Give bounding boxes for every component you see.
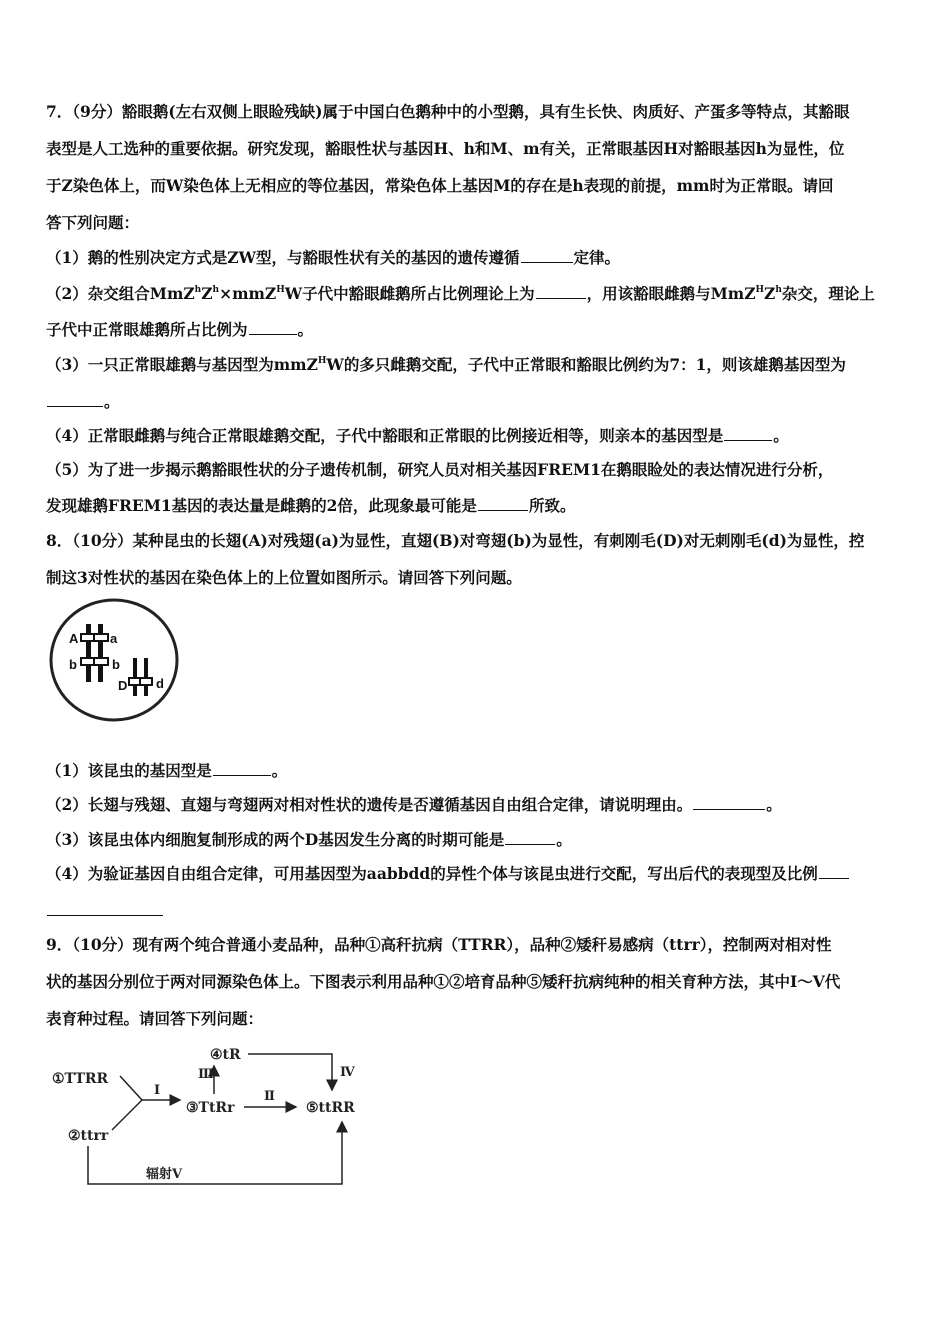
- q8-sub-2-end: 。: [766, 795, 782, 814]
- q7-sub-5-line-1: （5）为了进一步揭示鹅豁眼性状的分子遗传机制，研究人员对相关基因FREM1在鹅眼睑处的表达情况进行分析，: [46, 460, 834, 479]
- superscript: h: [775, 285, 782, 295]
- answer-blank[interactable]: [819, 860, 849, 879]
- superscript: H: [276, 285, 285, 295]
- label-I: Ⅰ: [154, 1083, 161, 1098]
- arrow-V: [88, 1122, 342, 1184]
- q7-sub-2-text-b: Z: [201, 284, 213, 303]
- q7-sub-5-end: 所致。: [528, 496, 576, 515]
- q7-sub-1-text: （1）鹅的性别决定方式是ZW型，与豁眼性状有关的基因的遗传遵循: [46, 248, 520, 267]
- connector-line: [112, 1100, 142, 1130]
- gene-band: [81, 634, 95, 641]
- answer-blank[interactable]: [505, 826, 555, 845]
- q7-sub-3-text-a: （3）一只正常眼雄鹅与基因型为mmZ: [46, 355, 318, 374]
- q7-sub-2-text-c: ×mmZ: [219, 284, 277, 303]
- chromosome: [86, 624, 91, 682]
- node-1: ①TTRR: [52, 1071, 109, 1087]
- q7-sub-4: [46, 418, 908, 454]
- answer-blank[interactable]: [213, 757, 271, 776]
- chromosome: [98, 624, 103, 682]
- q7-sub-3-text-b: W的多只雌鹅交配，子代中正常眼和豁眼比例约为7：1，则该雄鹅基因型为: [326, 355, 846, 374]
- q9-intro-line-3: 表育种过程。请回答下列问题：: [46, 1009, 264, 1028]
- q8-sub-3: [46, 822, 908, 858]
- node-2: ②ttrr: [68, 1128, 109, 1144]
- q8-sub-2-text: （2）长翅与残翅、直翅与弯翅两对相对性状的遗传是否遵循基因自由组合定律，请说明理由。: [46, 795, 693, 814]
- answer-blank[interactable]: [47, 897, 163, 916]
- label-II: Ⅱ: [264, 1089, 275, 1104]
- q7-sub-2-end: 。: [297, 320, 314, 339]
- q8-sub-3-text: （3）该昆虫体内细胞复制形成的两个D基因发生分离的时期可能是: [46, 830, 505, 849]
- q8-sub-3-end: 。: [556, 830, 572, 849]
- node-5: ⑤ttRR: [306, 1100, 355, 1116]
- node-4: ④tR: [210, 1047, 241, 1063]
- q8-intro-line-2: 制这3对性状的基因在染色体上的上位置如图所示。请回答下列问题。: [46, 568, 522, 587]
- answer-blank[interactable]: [536, 280, 586, 299]
- answer-blank[interactable]: [724, 422, 772, 441]
- q7-sub-2-text-f: Z: [764, 284, 776, 303]
- gene-label: A: [69, 631, 79, 646]
- q7-intro-line-3: 于Z染色体上，而W染色体上无相应的等位基因，常染色体上基因M的存在是h表现的前提，mm时为正常眼。请回: [46, 176, 834, 195]
- gene-band: [140, 678, 152, 685]
- q7-sub-5-text: 发现雄鹅FREM1基因的表达量是雌鹅的2倍，此现象最可能是: [46, 496, 477, 515]
- q7-sub-2-text-e: ，用该豁眼雌鹅与MmZ: [586, 284, 756, 303]
- q7-sub-3-line-1: [46, 347, 908, 383]
- q7-sub-2-text-g: 杂交，理论上: [781, 284, 875, 303]
- q7-sub-2-line-1: [46, 276, 908, 312]
- q7-sub-4-end: 。: [773, 426, 789, 445]
- superscript: h: [194, 285, 202, 295]
- label-V: 辐射Ⅴ: [146, 1167, 183, 1182]
- answer-blank[interactable]: [521, 244, 573, 263]
- q7-sub-5-line-2: [46, 488, 908, 524]
- q7-intro-line-2: 表型是人工选种的重要依据。研究发现，豁眼性状与基因H、h和M、m有关，正常眼基因H对豁眼基因h为显性，位: [46, 139, 845, 158]
- gene-label: d: [156, 676, 164, 691]
- q8-sub-4-text: （4）为验证基因自由组合定律，可用基因型为aabbdd的异性个体与该昆虫进行交配，写出后代的表现型及比例: [46, 864, 818, 883]
- gene-label: b: [112, 657, 120, 672]
- chromosome-figure: [48, 598, 183, 723]
- arrow-IV: [248, 1054, 332, 1090]
- q7-sub-2-line-2: [46, 312, 908, 348]
- gene-band: [94, 634, 108, 641]
- q8-sub-2: [46, 787, 908, 823]
- q8-sub-1-end: 。: [271, 761, 288, 780]
- q8-sub-1: [46, 753, 908, 789]
- breeding-diagram: [48, 1040, 378, 1200]
- q7-intro-line-1: 7．（9分）豁眼鹅(左右双侧上眼睑残缺)属于中国白色鹅种中的小型鹅，具有生长快、肉质好、产蛋多等特点，其豁眼: [46, 102, 850, 121]
- q7-sub-1-tail: 定律。: [573, 248, 621, 267]
- connector-line: [120, 1076, 142, 1100]
- q9-intro-line-1: 9．（10分）现有两个纯合普通小麦品种，品种①高秆抗病（TTRR），品种②矮秆易感病（ttrr），控制两对相对性: [46, 935, 832, 954]
- q7-sub-2-line-2-text: 子代中正常眼雄鹅所占比例为: [46, 320, 248, 339]
- node-3: ③TtRr: [186, 1100, 235, 1116]
- gene-label: a: [110, 631, 118, 646]
- gene-label: b: [69, 657, 77, 672]
- label-III: Ⅲ: [198, 1067, 214, 1082]
- q7-sub-3-line-2: [46, 384, 908, 420]
- q7-sub-2-text-d: W子代中豁眼雌鹅所占比例理论上为: [284, 284, 535, 303]
- gene-band: [94, 658, 108, 665]
- q8-sub-1-text: （1）该昆虫的基因型是: [46, 761, 212, 780]
- q7-sub-4-text: （4）正常眼雌鹅与纯合正常眼雄鹅交配，子代中豁眼和正常眼的比例接近相等，则亲本的基因型是: [46, 426, 724, 445]
- superscript: H: [755, 285, 765, 295]
- answer-blank[interactable]: [249, 316, 297, 335]
- q8-intro-line-1: 8．（10分）某种昆虫的长翅(A)对残翅(a)为显性，直翅(B)对弯翅(b)为显性，有刺刚毛(D)对无刺刚毛(d)为显性，控: [46, 531, 865, 550]
- q8-sub-4: [46, 856, 908, 892]
- q7-sub-2-text-a: （2）杂交组合MmZ: [46, 284, 195, 303]
- superscript: h: [212, 285, 220, 295]
- superscript: H: [317, 356, 327, 366]
- gene-band: [81, 658, 95, 665]
- q9-intro-line-2: 状的基因分别位于两对同源染色体上。下图表示利用品种①②培育品种⑤矮秆抗病纯种的相关育种方法，其中Ⅰ～Ⅴ代: [46, 972, 841, 991]
- answer-blank[interactable]: [478, 492, 528, 511]
- q7-sub-3-end: 。: [104, 392, 120, 411]
- q7-sub-1: [46, 240, 908, 276]
- answer-blank[interactable]: [693, 791, 765, 810]
- answer-blank[interactable]: [47, 388, 103, 407]
- label-IV: Ⅳ: [340, 1065, 355, 1080]
- q7-intro-line-4: 答下列问题：: [46, 213, 140, 232]
- gene-label: D: [118, 678, 128, 693]
